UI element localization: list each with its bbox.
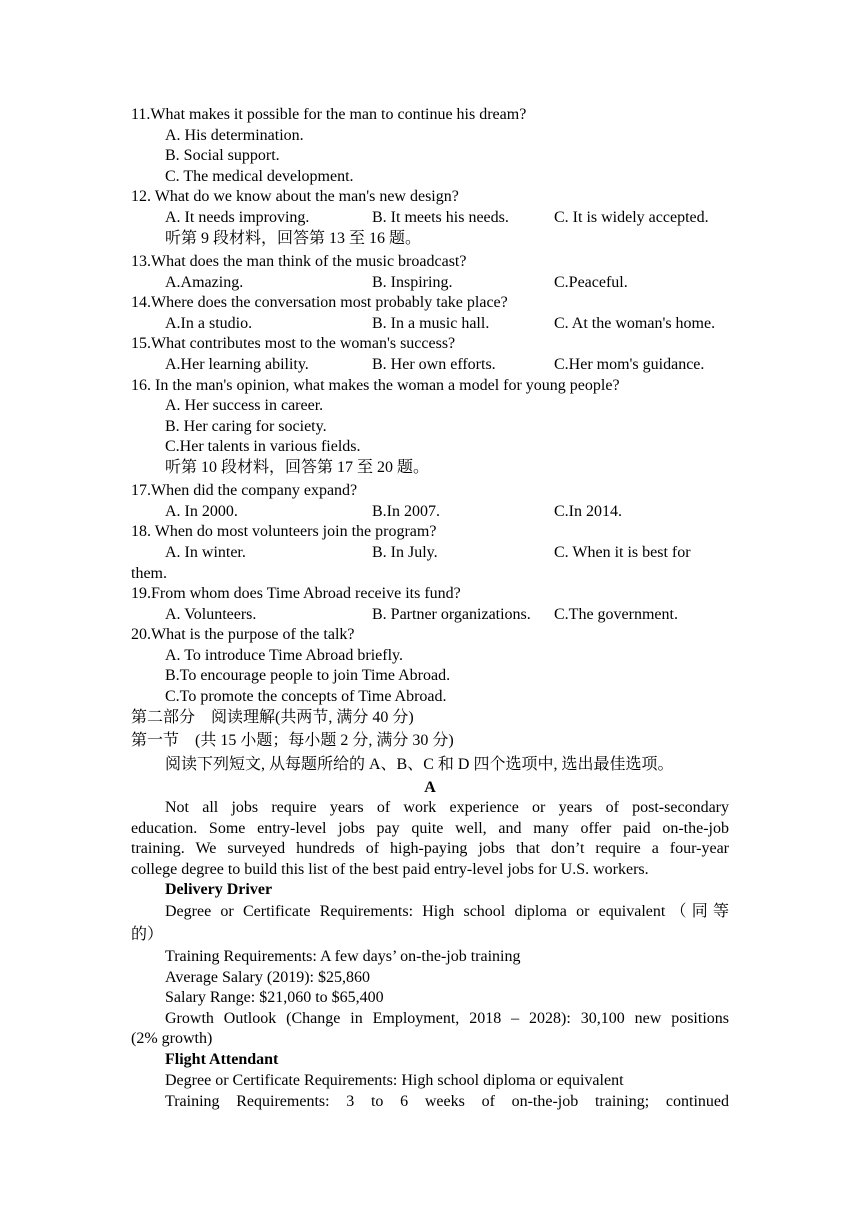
job-2-training: Training Requirements: 3 to 6 weeks of on-the-job training; continued	[165, 1093, 729, 1110]
question-18-option-c: C. When it is best for	[554, 544, 691, 561]
question-13-option-b: B. Inspiring.	[372, 274, 453, 291]
intro-line-4: college degree to build this list of the best paid entry-level jobs for U.S. workers.	[131, 861, 649, 878]
question-15-stem: 15.What contributes most to the woman's success?	[131, 335, 456, 352]
intro-line-1: Not all jobs require years of work experience or years of post-secondary	[165, 799, 729, 816]
question-19-stem: 19.From whom does Time Abroad receive its fund?	[131, 585, 461, 602]
job-2-title: Flight Attendant	[165, 1051, 279, 1068]
question-14-option-c: C. At the woman's home.	[554, 315, 716, 332]
passage-label: A	[424, 779, 436, 796]
segment-10-instruction: 听第 10 段材料，回答第 17 至 20 题。	[165, 459, 430, 476]
intro-line-3: training. We surveyed hundreds of high-paying jobs that don’t require a four-year	[131, 840, 729, 857]
question-13-option-c: C.Peaceful.	[554, 274, 628, 291]
question-11-stem: 11.What makes it possible for the man to continue his dream?	[131, 106, 527, 123]
job-1-salary-range: Salary Range: $21,060 to $65,400	[165, 989, 384, 1006]
question-13-option-a: A.Amazing.	[165, 274, 244, 291]
question-20-option-c: C.To promote the concepts of Time Abroad.	[165, 688, 447, 705]
question-14-stem: 14.Where does the conversation most probably take place?	[131, 294, 508, 311]
question-11-option-c: C. The medical development.	[165, 168, 354, 185]
question-12-option-b: B. It meets his needs.	[372, 209, 509, 226]
question-14-option-b: B. In a music hall.	[372, 315, 490, 332]
job-1-growth-line-2: (2% growth)	[131, 1030, 213, 1047]
segment-9-instruction: 听第 9 段材料，回答第 13 至 16 题。	[165, 230, 422, 247]
job-2-degree: Degree or Certificate Requirements: High school diploma or equivalent	[165, 1072, 624, 1089]
job-1-degree-line-2: 的）	[131, 926, 164, 943]
question-17-option-a: A. In 2000.	[165, 503, 238, 520]
reading-instruction: 阅读下列短文, 从每题所给的 A、B、C 和 D 四个选项中, 选出最佳选项。	[165, 756, 674, 773]
question-16-option-a: A. Her success in career.	[165, 397, 324, 414]
question-19-option-c: C.The government.	[554, 606, 678, 623]
question-16-option-c: C.Her talents in various fields.	[165, 438, 361, 455]
section-one-heading: 第一节 (共 15 小题；每小题 2 分, 满分 30 分)	[131, 732, 454, 749]
question-17-option-c: C.In 2014.	[554, 503, 622, 520]
question-15-option-c: C.Her mom's guidance.	[554, 356, 705, 373]
question-16-stem: 16. In the man's opinion, what makes the woman a model for young people?	[131, 377, 620, 394]
job-1-growth-line-1: Growth Outlook (Change in Employment, 2018 – 2028): 30,100 new positions	[165, 1010, 729, 1027]
question-17-option-b: B.In 2007.	[372, 503, 440, 520]
question-16-option-b: B. Her caring for society.	[165, 418, 327, 435]
question-19-option-a: A. Volunteers.	[165, 606, 257, 623]
question-19-option-b: B. Partner organizations.	[372, 606, 531, 623]
job-1-salary: Average Salary (2019): $25,860	[165, 969, 370, 986]
question-14-option-a: A.In a studio.	[165, 315, 253, 332]
job-1-degree-line-1: Degree or Certificate Requirements: High school diploma or equivalent（同等	[165, 903, 729, 920]
question-18-option-b: B. In July.	[372, 544, 438, 561]
job-1-title: Delivery Driver	[165, 881, 273, 898]
question-11-option-a: A. His determination.	[165, 127, 304, 144]
question-12-option-a: A. It needs improving.	[165, 209, 310, 226]
intro-line-2: education. Some entry-level jobs pay quite well, and many offer paid on-the-job	[131, 820, 729, 837]
question-11-option-b: B. Social support.	[165, 147, 280, 164]
question-20-option-a: A. To introduce Time Abroad briefly.	[165, 647, 403, 664]
question-18-option-c-continued: them.	[131, 565, 167, 582]
question-15-option-b: B. Her own efforts.	[372, 356, 496, 373]
job-1-training: Training Requirements: A few days’ on-the-job training	[165, 948, 521, 965]
question-18-stem: 18. When do most volunteers join the program?	[131, 523, 437, 540]
question-12-stem: 12. What do we know about the man's new design?	[131, 188, 459, 205]
question-17-stem: 17.When did the company expand?	[131, 482, 358, 499]
question-20-stem: 20.What is the purpose of the talk?	[131, 626, 355, 643]
part-two-heading: 第二部分 阅读理解(共两节, 满分 40 分)	[131, 709, 414, 726]
question-15-option-a: A.Her learning ability.	[165, 356, 309, 373]
question-13-stem: 13.What does the man think of the music broadcast?	[131, 253, 467, 270]
question-12-option-c: C. It is widely accepted.	[554, 209, 709, 226]
question-20-option-b: B.To encourage people to join Time Abroad.	[165, 667, 451, 684]
question-18-option-a: A. In winter.	[165, 544, 246, 561]
